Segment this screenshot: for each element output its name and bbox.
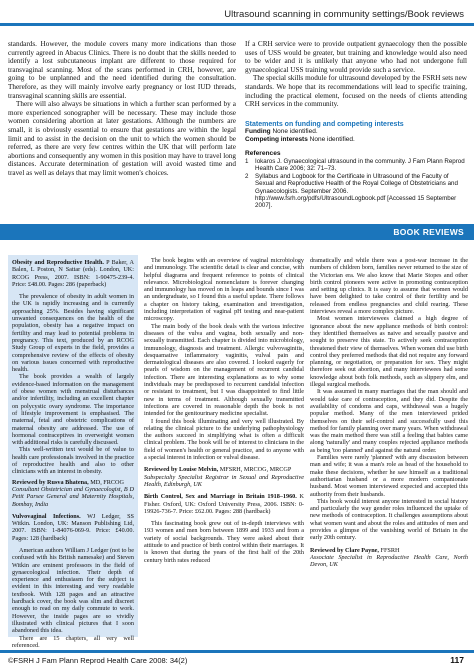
competing-label: Competing interests: [245, 135, 308, 143]
review-paragraph: This fascinating book grew out of in-depth interviews with 193 women and men born between 1899 and 1933 and from a variety of social backgrounds. They were asked about their attitude to and practice of birth control within their marriages. It is known that during the years of the first half of the 20th century birth rates reduced: [144, 520, 304, 564]
reviewer-quals: MD, FRCOG: [90, 478, 124, 486]
running-title: Ultrasound scanning in community settings/Book reviews: [224, 9, 464, 20]
reviewer-line: [12, 479, 134, 486]
reviewer-affiliation: Subspecialty Specialist Registrar in Sexual and Reproductive Health, Edinburgh, UK: [144, 473, 304, 488]
page-footer: [0, 650, 474, 669]
statements-heading: Statements on funding and competing interests: [245, 120, 404, 128]
review-paragraph: The book provides a wealth of largely evidence-based information on the management of obese women with menstrual disturbances and/or infertility, including an excellent chapter on polycystic ovary syndrome. The importance of lifestyle improvement is emphasised. The maternal, fetal and obstetric complications of maternal obesity are addressed. The use of hormonal contraceptives in overweight women with additional risks is carefully discussed.: [12, 373, 134, 447]
page-number: 117: [450, 655, 464, 665]
review-book-details: K Fisher. Oxford, UK: Oxford University Press, 2006. ISBN: 0-19926-736-7. Price: £62.00. Pages: 288 (hardback): [144, 493, 304, 515]
review-paragraph: This book would interest anyone interested in social history and particularly the way gender roles influenced the uptake of new methods of contraception. It challenges assumptions about what women want and about the roles and attitudes of men and provides a glimpse of the vanishing world of Britain in the early 20th century.: [310, 497, 468, 542]
reviewer-line: [144, 466, 304, 473]
review-book-title: Birth Control, Sex and Marriage in Britain 1918–1960.: [144, 493, 297, 501]
review-paragraph: Most women interviewees claimed a high degree of ignorance about the new appliance methods of birth control: they identified themselves as naive and sexually passive and sought to preserve this state. To actively seek contraception threatened their view of themselves. When women did use birth control they preferred methods that did not require any forward planning, or negotiation, or preparation for sex. They might therefore seek out abortion, and many interviewees had some knowledge about both folk methods, such as slippery elm, and illegal surgical methods.: [310, 315, 468, 389]
reference-item: [245, 158, 467, 172]
review-column-right: [310, 257, 468, 568]
review-panel: [8, 255, 138, 649]
references-heading: References: [245, 149, 281, 157]
competing-text: None identified.: [309, 135, 355, 143]
review-citation: [144, 493, 304, 515]
reference-number: 2: [245, 173, 249, 181]
review-book-details: P Baker, A Balen, L Poston, N Sattar (eds). London, UK: RCOG Press, 2007. ISBN: 1-90475-239-4. Price: £48.00. Pages: 286 (paperback): [12, 259, 135, 288]
reviewer-affiliation: Associate Specialist in Reproductive Health Care, North Devon, UK: [310, 553, 468, 569]
article-paragraph: If a CRH service were to provide outpatient gynaecology then the possible uses of USS would be greater, but training and knowledge would also need to be wider and it is unlikely that anyone who had not undergone full gynaecological USS training would provide such a service.: [245, 40, 467, 74]
review-citation: [12, 513, 134, 542]
reviewer-affiliation: Consultant Obstetrician and Gynaecologist, B D Petit Parsee General and Maternity Hospitals, Bombay, India: [12, 485, 134, 508]
funding-label: Funding: [245, 127, 271, 135]
review-paragraph: The book begins with an overview of vaginal microbiology and immunology. The scientific detail is clear and concise, with helpful diagrams and frequent reference to points of clinical relevance. Microbiological nomenclature is forever changing and immunology has moved on in leaps and bounds since I was an undergraduate, so I found this a useful update. There follows a chapter on history taking, examination and investigation, including interpretation of vaginal pH testing and near-patient microscopy.: [144, 257, 304, 323]
review-paragraph: The main body of the book deals with the various infective diseases of the vulva and vagina, both sexually and non-sexually transmitted. Each chapter is divided into microbiology, immunology, diagnosis and treatment. Allergic vulvovaginitis, desquamative inflammatory vaginitis, vulval pain and dermatological diseases are also covered. I looked eagerly for pearls of wisdom on the management of recurrent candidal infection. There are interesting explanations as to why some individuals may be predisposed to recurrent candidal infection or resistant to treatment, but I was disappointed to find little new in terms of treatment. Although sexually transmitted infections are covered in reasonable depth the book is not intended for the genitourinary medicine specialist.: [144, 322, 304, 418]
funding-line: [245, 128, 467, 136]
banner-label: BOOK REVIEWS: [393, 227, 464, 237]
competing-interests-line: [245, 136, 467, 144]
review-column-middle: [144, 257, 304, 564]
review-paragraph: This well-written text would be of value to health care professionals involved in the practice of reproductive health and also to other clinicians with an interest in obesity.: [12, 446, 134, 476]
article-paragraph: There will also always be situations in which a further scan performed by a more experienced sonographer will be necessary. These may include those women considering abortion at later gestations. Although the numbers are small, it is obviously essential to ensure that gestations are within the legal limit and to assist in the decision on the unit to which the women should be referred, as there are very few centres within the UK that will perform late abortions and consequently any women in this position may have to travel long distances. Accurate determination of gestation will avoid wasted time and travel as well as delays that may limit women's choices.: [8, 100, 236, 177]
journal-citation: ©FSRH J Fam Plann Reprod Health Care 2008: 34(2): [8, 656, 188, 665]
review-paragraph: It was assumed in many marriages that the man should and would take care of contraception, and they did. Despite the availability of condoms and caps, withdrawal was a hugely popular method. Many of the men interviewed prided themselves on their self-control and successfully used this method for family planning over many years. When withdrawal was the main method there was still a feeling that babies came along 'naturally' and many couples rejected appliance methods as being 'too planned' and against the natural order.: [310, 388, 468, 454]
page-header: [0, 0, 474, 26]
article-column-right: [245, 40, 467, 209]
reviewer-name: Reviewed by Louise Melvin,: [144, 466, 219, 474]
header-rule: [0, 23, 474, 26]
review-paragraph: I found this book illuminating and very well illustrated. By relating the clinical picture to the underlying pathophysiology the authors succeed in simplifying what is often a difficult clinical problem. The book will be of interest to clinicians in the field of women's health or general practice, and to anyone with a special interest in infection or vulval disease.: [144, 417, 304, 462]
review-paragraph: dramatically and while there was a post-war increase in the numbers of children born, families never returned to the size of the Victorian era. We also know that Marie Stopes and other birth control pioneers were active in promoting contraception and setting up clinics. It is easy to assume that women would have been delighted to take control of their fertility and be released from endless pregnancies and child rearing. These interviews reveal a more complex picture.: [310, 257, 468, 316]
reference-text: Syllabus and Logbook for the Certificate in Ultrasound of the Faculty of Sexual and Reproductive Health of the Royal College of Obstetricians and Gynaecologists. September 2006. http://www.fsrh.org/pdfs/UltrasoundLogbook.pdf [Accessed 15 September 2007].: [255, 173, 458, 209]
review-book-title: Obesity and Reproductive Health.: [12, 259, 104, 266]
review-book-title: Vulvovaginal Infections.: [12, 512, 81, 520]
review-citation: [12, 259, 134, 288]
review-paragraph: The prevalence of obesity in adult women in the UK is rapidly increasing and is currently approaching 25%. Besides having significant unwanted consequences on the health of the population, obesity has a negative impact on fertility and may lead to potential problems in pregnancy. This text, produced by an RCOG Study Group of experts in the field, provides a comprehensive review of the effects of obesity on various issues concerned with reproductive health.: [12, 293, 134, 374]
review-paragraph: American authors William J Ledger (not to be confused with his British namesake) and Steven Witkin are eminent professors in the field of gynaecological infection. Their depth of experience and enthusiasm for the subject is evident in this interesting and very readable textbook. With 128 pages and an attractive hardback cover, the book was slim and discreet enough to read on my daily commute to work. However, the inside pages are so vividly illustrated with clinical pictures that I soon abandoned this idea.: [12, 546, 134, 635]
review-paragraph: Families were rarely 'planned' with any discussion between man and wife; it was a man's role as head of the household to make these decisions, whether he saw himself as a traditional authoritarian husband or a more modern companionate husband. Most women interviewed expected and accepted this authority from their husbands.: [310, 454, 468, 498]
review-book-details: WJ Ledger, SS Witkin. London, UK: Manson Publishing Ltd, 2007. ISBN: 1-84076-069-9. Price: £40.00. Pages: 128 (hardback): [12, 512, 134, 542]
article-paragraph: standards. However, the module covers many more indications than those currently agreed in Abacus Clinics. There is no doubt that the skills needed to identify a lost subcutaneous implant are different to those required for transvaginal scanning. Most of the scans performed in CRH, however, are going to be unplanned and the need identified during the consultation. Therefore, as they will mainly involve early pregnancy or lost IUD threads, transvaginal scanning skills are essential.: [8, 40, 236, 100]
reference-text: Iokaros J. Gynaecological ultrasound in the community. J Fam Plann Reprod Health Care 2006; 32: 71–73.: [255, 157, 465, 172]
review-paragraph: There are 15 chapters, all very well referenced.: [12, 634, 134, 649]
book-reviews-banner: [0, 224, 474, 240]
reviewer-name: Reviewed by Rusva Bhatena,: [12, 478, 89, 486]
reviewer-quals: FFSRH: [380, 546, 400, 554]
funding-text: None identified.: [272, 127, 318, 135]
reviewer-line: [310, 547, 468, 554]
reviewer-quals: MFSRH, MRCOG, MRCGP: [219, 466, 292, 474]
article-column-left: [8, 40, 236, 178]
reference-item: [245, 173, 467, 209]
footer-rule: [0, 650, 474, 653]
reference-number: 1: [245, 157, 249, 165]
reviewer-name: Reviewed by Clare Payne,: [310, 546, 379, 554]
article-paragraph: The special skills module for ultrasound developed by the FSRH sets new standards. We hope that its recommendations will lead to specific training, including the practical element, focused on the needs of clients attending CRH services in the community.: [245, 74, 467, 109]
